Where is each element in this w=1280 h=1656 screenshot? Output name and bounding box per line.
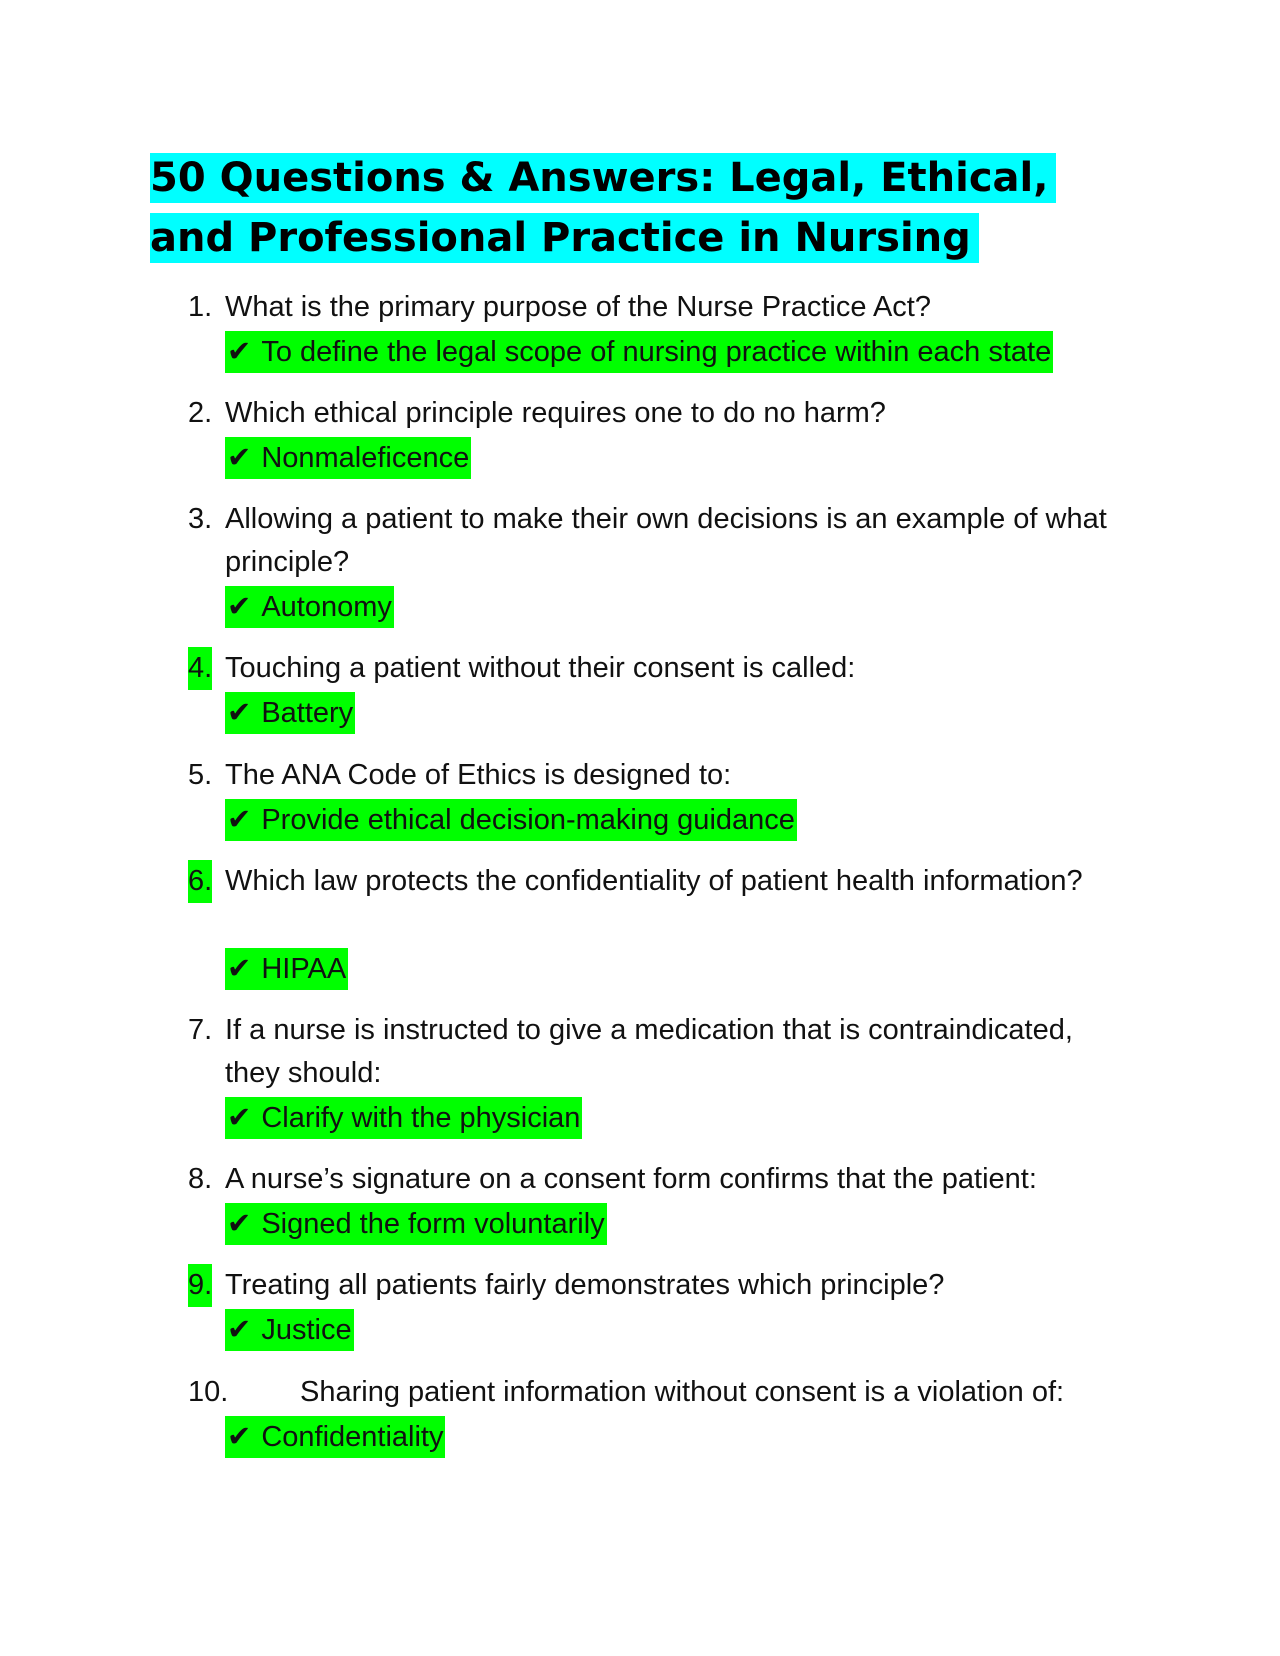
answer-text: Provide ethical decision-making guidance <box>261 804 795 836</box>
question-number: 1. <box>188 291 213 323</box>
answer-text: HIPAA <box>261 953 347 985</box>
question-text: If a nurse is instructed to give a medication that is contraindicated, they should: <box>225 1014 1073 1089</box>
answer-text: Confidentiality <box>261 1421 444 1453</box>
question-number: 10. <box>188 1376 229 1408</box>
question-number: 2. <box>188 397 213 429</box>
answer-text: Battery <box>261 697 354 729</box>
question-text: What is the primary purpose of the Nurse Practice Act? <box>225 291 931 323</box>
question-number: 6. <box>188 860 212 903</box>
check-icon: ✔ <box>227 1102 252 1134</box>
question-number: 4. <box>188 647 212 690</box>
answer-highlight <box>225 1097 582 1139</box>
question-number: 3. <box>188 503 213 535</box>
answer-text: Autonomy <box>261 591 392 623</box>
check-icon: ✔ <box>227 1314 252 1346</box>
answer-text: Signed the form voluntarily <box>261 1208 605 1240</box>
answer-highlight <box>225 1309 354 1351</box>
question-text: The ANA Code of Ethics is designed to: <box>225 759 732 791</box>
answer-text: Justice <box>261 1314 352 1346</box>
check-icon: ✔ <box>227 1208 252 1240</box>
question-text: Which ethical principle requires one to do no harm? <box>225 397 886 429</box>
question-text: A nurse’s signature on a consent form confirms that the patient: <box>225 1163 1037 1195</box>
check-icon: ✔ <box>227 591 252 623</box>
answer-text: To define the legal scope of nursing practice within each state <box>261 336 1052 368</box>
answer-highlight <box>225 799 797 841</box>
question-text: Treating all patients fairly demonstrates which principle? <box>225 1269 945 1301</box>
check-icon: ✔ <box>227 442 252 474</box>
answer-highlight <box>225 437 471 479</box>
question-text: Sharing patient information without consent is a violation of: <box>300 1376 1065 1408</box>
answer-highlight <box>225 1416 445 1458</box>
question-text: Touching a patient without their consent is called: <box>225 652 856 684</box>
answer-highlight <box>225 331 1053 373</box>
page-title-text: 50 Questions & Answers: Legal, Ethical, and Professional Practice in Nursing <box>150 153 1056 263</box>
question-text: Allowing a patient to make their own decisions is an example of what principle? <box>225 503 1107 578</box>
question-number: 8. <box>188 1163 213 1195</box>
answer-highlight <box>225 1203 607 1245</box>
answer-text: Clarify with the physician <box>261 1102 581 1134</box>
question-text: Which law protects the confidentiality of patient health information? <box>225 865 1083 897</box>
check-icon: ✔ <box>227 953 252 985</box>
check-icon: ✔ <box>227 804 252 836</box>
check-icon: ✔ <box>227 1421 252 1453</box>
question-number: 9. <box>188 1264 212 1307</box>
answer-highlight <box>225 692 355 734</box>
question-number: 5. <box>188 759 213 791</box>
check-icon: ✔ <box>227 336 252 368</box>
check-icon: ✔ <box>227 697 252 729</box>
answer-highlight <box>225 586 394 628</box>
answer-highlight <box>225 948 348 990</box>
answer-text: Nonmaleficence <box>261 442 470 474</box>
page-title <box>150 148 1070 268</box>
question-number: 7. <box>188 1014 213 1046</box>
